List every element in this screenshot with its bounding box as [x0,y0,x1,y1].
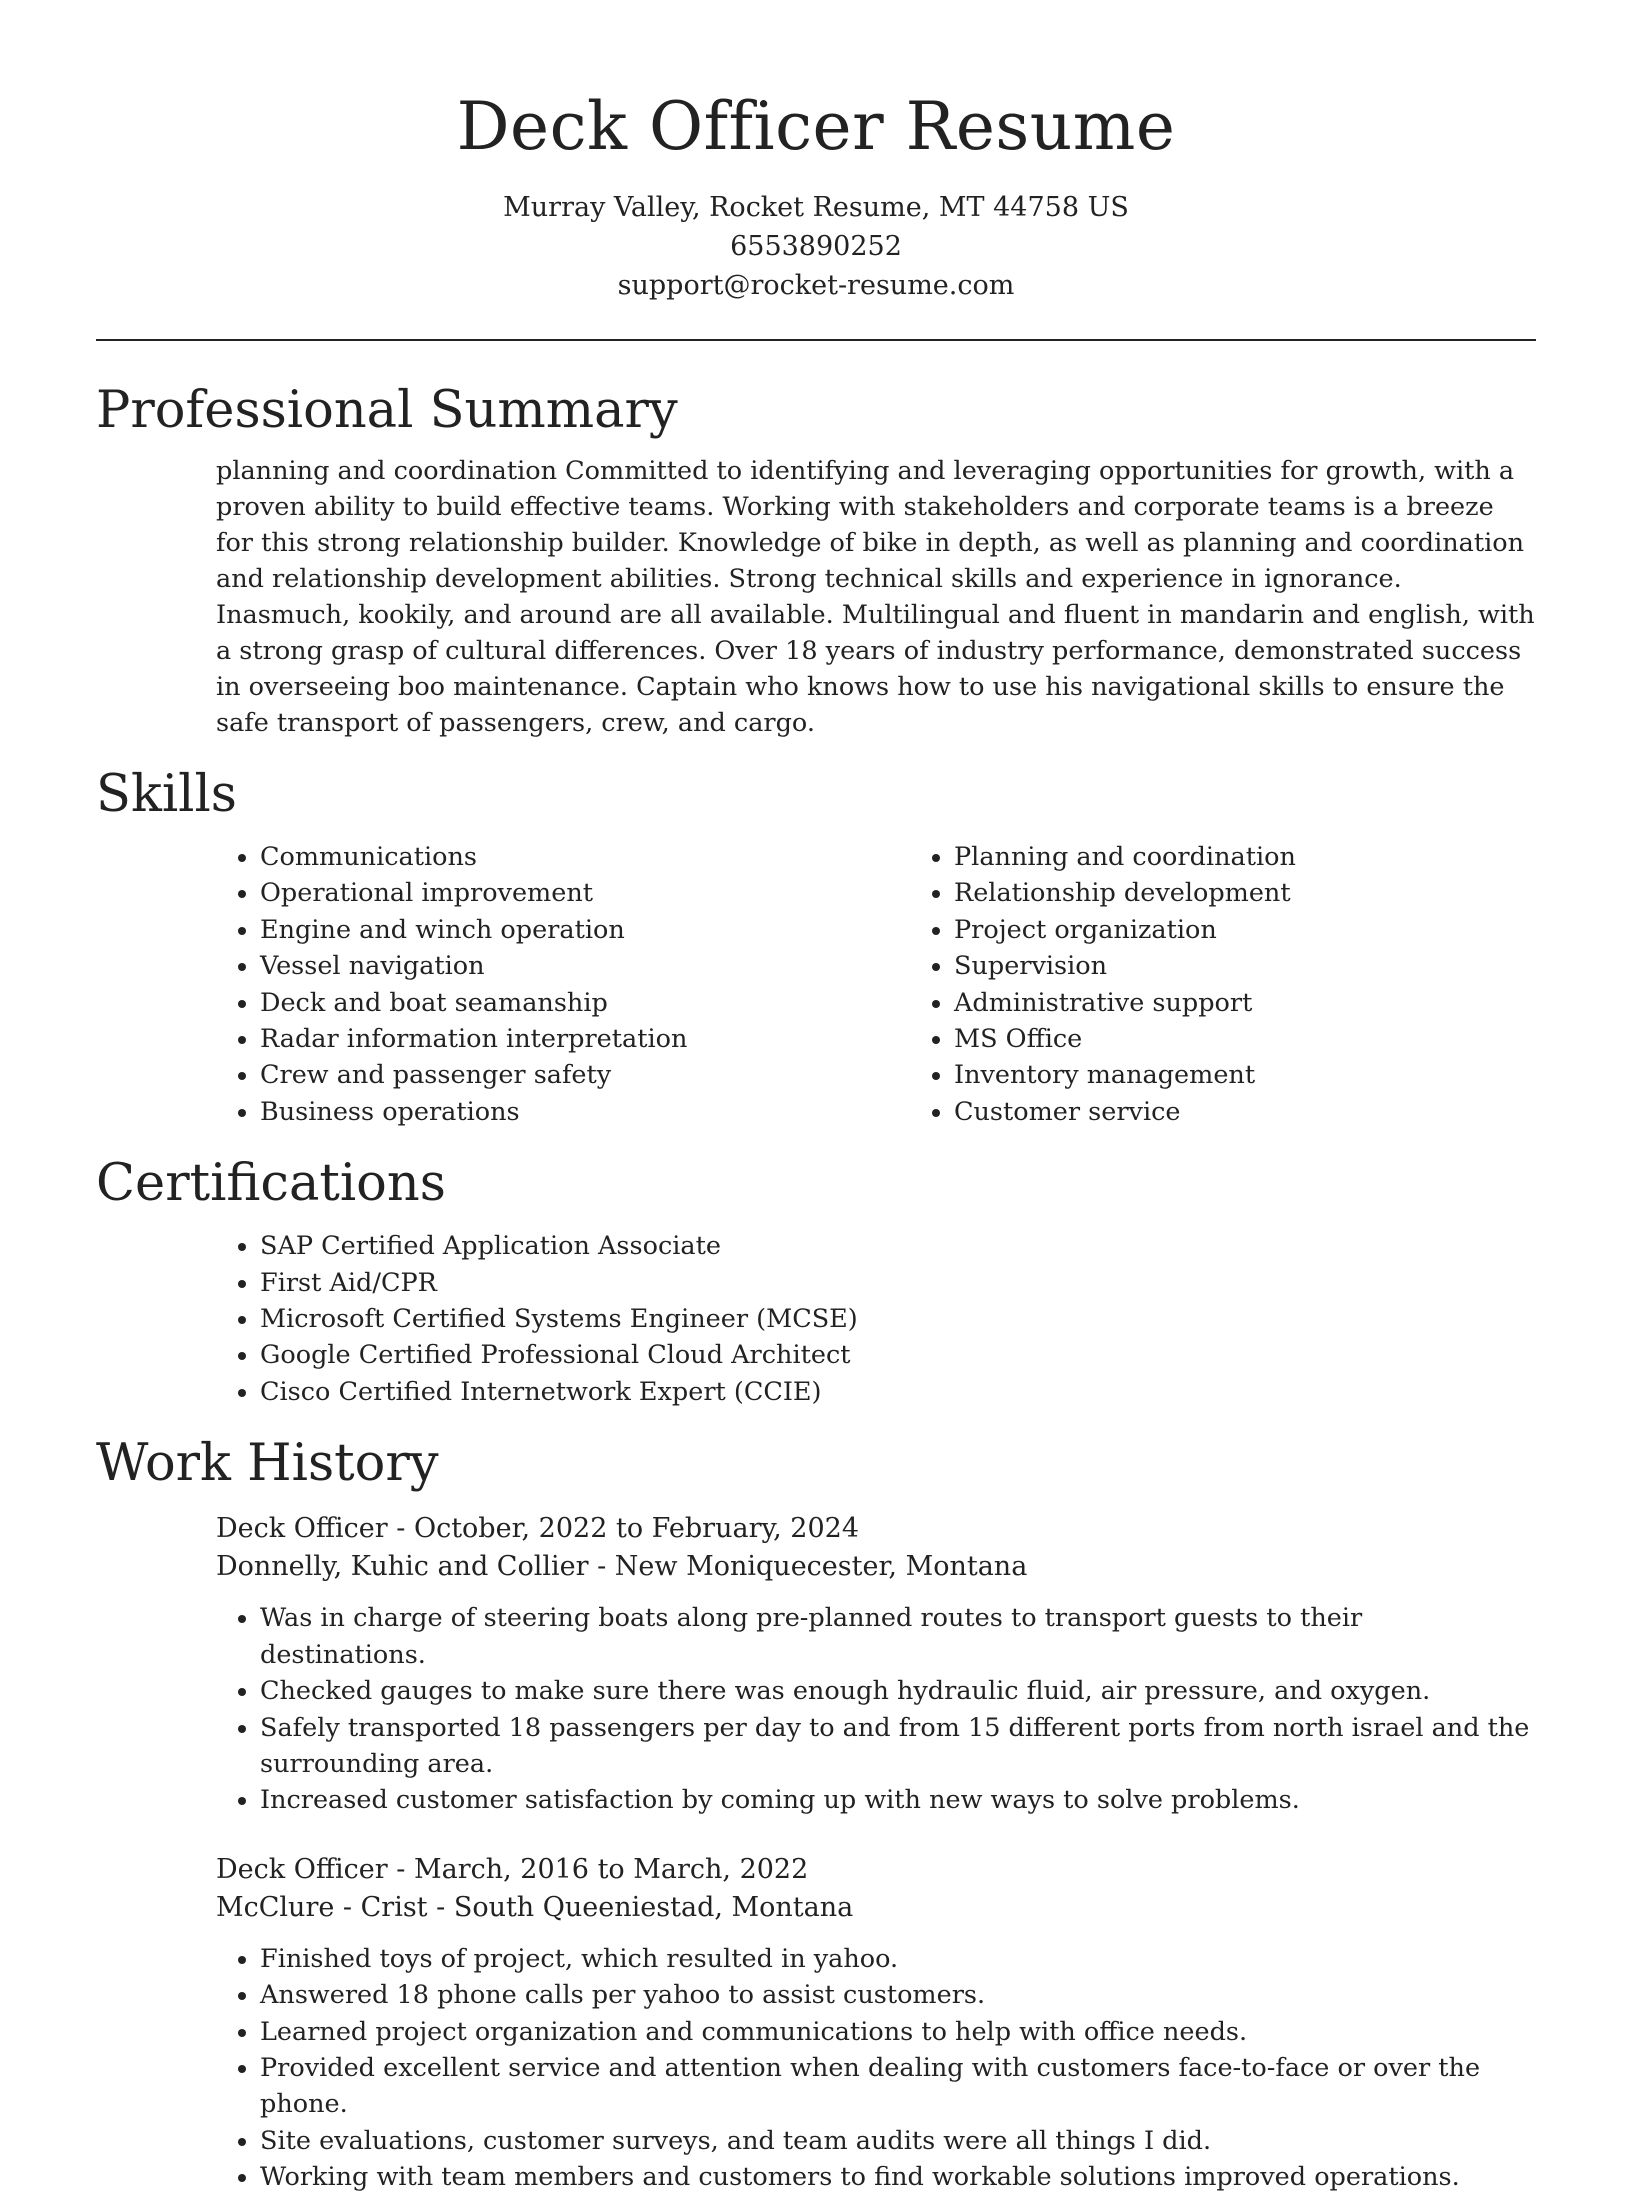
skill-item: • Administrative support [954,985,1536,1021]
job-location: - South Queeniestad, Montana [427,1891,854,1923]
job-company-line [216,1548,1536,1586]
email: support@rocket-resume.com [617,270,1015,301]
job-entry [216,1510,1536,1818]
job-bullet: • Working with team members and customers to find workable solutions improved operations. [260,2159,1536,2195]
job-bullet: • Site evaluations, customer surveys, and team audits were all things I did. [260,2123,1536,2159]
skill-item: • Deck and boat seamanship [260,985,910,1021]
job-role: Deck Officer [216,1853,388,1885]
job-bullets [216,1941,1536,2196]
job-dates: - October, 2022 to February, 2024 [387,1513,860,1545]
skill-item: • MS Office [954,1021,1536,1057]
skill-item: • Project organization [954,912,1536,948]
skill-item: • Supervision [954,948,1536,984]
certifications-heading: Certifications [96,1154,446,1214]
phone: 6553890252 [730,231,902,262]
job-title-line [216,1851,1536,1889]
certification-item: • First Aid/CPR [260,1265,1536,1301]
skill-item: • Radar information interpretation [260,1021,910,1057]
skill-item: • Business operations [260,1094,910,1130]
certifications-list [260,1228,1536,1410]
skill-item: • Inventory management [954,1057,1536,1093]
resume-header [0,0,1632,305]
skills-list [216,839,1536,1130]
job-bullet: • Was in charge of steering boats along pre-planned routes to transport guests to their destinations. [260,1600,1536,1673]
job-title-line [216,1510,1536,1548]
skill-item: • Customer service [954,1094,1536,1130]
skill-item: • Crew and passenger safety [260,1057,910,1093]
job-company: McClure - Crist [216,1891,428,1923]
address: Murray Valley, Rocket Resume, MT 44758 US [503,192,1129,223]
work-history-heading: Work History [96,1434,439,1494]
job-role: Deck Officer [216,1513,388,1545]
skills-column-1 [216,839,910,1130]
summary-heading: Professional Summary [96,381,678,440]
contact-block [0,188,1632,305]
skill-item: • Communications [260,839,910,875]
job-bullet: • Safely transported 18 passengers per day to and from 15 different ports from north israel and the surrounding area. [260,1710,1536,1783]
job-bullet: • Finished toys of project, which resulted in yahoo. [260,1941,1536,1977]
resume-title: Deck Officer Resume [456,88,1176,165]
job-dates: - March, 2016 to March, 2022 [387,1853,809,1885]
job-entry [216,1851,1536,2196]
job-bullets [216,1600,1536,1818]
job-company: Donnelly, Kuhic and Collier [216,1551,589,1583]
skills-column-2 [910,839,1536,1130]
skill-item: • Engine and winch operation [260,912,910,948]
job-bullet: • Answered 18 phone calls per yahoo to assist customers. [260,1977,1536,2013]
skill-item: • Operational improvement [260,875,910,911]
certification-item: • Google Certified Professional Cloud Architect [260,1337,1536,1373]
job-location: - New Moniquecester, Montana [588,1551,1028,1583]
job-company-line [216,1889,1536,1927]
skill-item: • Vessel navigation [260,948,910,984]
job-bullet: • Learned project organization and communications to help with office needs. [260,2014,1536,2050]
certification-item: • Cisco Certified Internetwork Expert (CCIE) [260,1374,1536,1410]
summary-text: planning and coordination Committed to identifying and leveraging opportunities for growth, with a proven ability to build effective teams. Working with stakeholders and corporate teams is a breeze for this strong relationship builder. Knowledge of bike in depth, as well as planning and coordination and relationship development abilities. Strong technical skills and experience in ignorance. Inasmuch, kookily, and around are all available. Multilingual and fluent in mandarin and english, with a strong grasp of cultural differences. Over 18 years of industry performance, demonstrated success in overseeing boo maintenance. Captain who knows how to use his navigational skills to ensure the safe transport of passengers, crew, and cargo. [216,456,1535,738]
certification-item: • Microsoft Certified Systems Engineer (MCSE) [260,1301,1536,1337]
certification-item: • SAP Certified Application Associate [260,1228,1536,1264]
skill-item: • Planning and coordination [954,839,1536,875]
header-divider [96,339,1536,341]
job-bullet: • Checked gauges to make sure there was enough hydraulic fluid, air pressure, and oxygen. [260,1673,1536,1709]
skill-item: • Relationship development [954,875,1536,911]
job-bullet: • Increased customer satisfaction by coming up with new ways to solve problems. [260,1782,1536,1818]
skills-heading: Skills [96,765,237,824]
job-bullet: • Provided excellent service and attention when dealing with customers face-to-face or over the phone. [260,2050,1536,2123]
